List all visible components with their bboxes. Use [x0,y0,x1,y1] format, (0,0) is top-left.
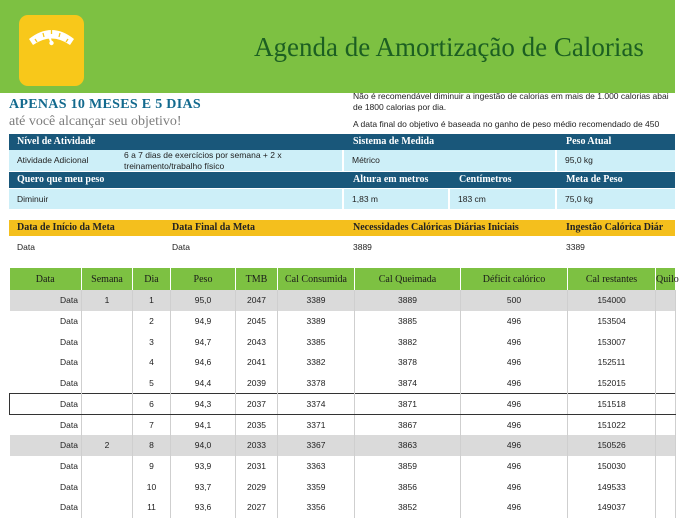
kilo-cell[interactable] [656,393,676,414]
day-cell[interactable]: 5 [133,373,171,394]
height-m-cell[interactable] [344,189,448,209]
date-cell[interactable]: Data [10,352,82,373]
table-row [10,476,676,497]
date-cell[interactable]: Data [10,311,82,332]
kilo-cell[interactable] [656,456,676,477]
col-burned-header: Cal Queimada [355,268,461,290]
day-cell[interactable]: 9 [133,456,171,477]
deficit-cell[interactable]: 496 [461,456,568,477]
remaining-cell[interactable]: 153504 [568,311,656,332]
table-row [10,352,676,373]
day-cell[interactable]: 2 [133,311,171,332]
deficit-cell[interactable]: 496 [461,393,568,414]
burned-cell[interactable]: 3863 [355,435,461,456]
date-cell[interactable]: Data [10,497,82,518]
remaining-cell[interactable]: 154000 [568,290,656,311]
scale-icon [19,15,84,86]
col-date-header: Data [10,268,82,290]
bmr-cell[interactable]: 2039 [236,373,278,394]
date-cell[interactable]: Data [10,290,82,311]
calorie-needs-value: 3889 [353,242,372,252]
remaining-cell[interactable]: 152511 [568,352,656,373]
kilo-cell[interactable] [656,352,676,373]
end-date-label: Data Final da Meta [172,222,256,233]
deficit-cell[interactable]: 496 [461,352,568,373]
deficit-cell[interactable]: 496 [461,373,568,394]
burned-cell[interactable]: 3867 [355,414,461,435]
consumed-cell[interactable]: 3389 [278,311,355,332]
col-remaining-header: Cal restantes [568,268,656,290]
week-cell[interactable] [82,331,133,352]
col-consumed-header: Cal Consumida [278,268,355,290]
week-cell[interactable] [82,352,133,373]
kilo-cell[interactable] [656,476,676,497]
weight-cell[interactable]: 94,4 [171,373,236,394]
table-row [10,435,676,456]
remaining-cell[interactable]: 151518 [568,393,656,414]
col-kilo-header: Quilo [656,268,676,290]
goal-subtitle-text: até você alcançar seu objetivo! [9,114,182,129]
kilo-cell[interactable] [656,435,676,456]
kilo-cell[interactable] [656,414,676,435]
date-cell[interactable]: Data [10,393,82,414]
date-cell[interactable]: Data [10,456,82,477]
bmr-cell[interactable]: 2041 [236,352,278,373]
week-cell[interactable] [82,456,133,477]
burned-cell[interactable]: 3874 [355,373,461,394]
remaining-cell[interactable]: 150526 [568,435,656,456]
week-cell[interactable]: 1 [82,290,133,311]
measure-system-label: Sistema de Medida [353,136,435,147]
deficit-cell[interactable]: 496 [461,435,568,456]
table-row [10,497,676,518]
current-weight-label: Peso Atual [566,136,612,147]
burned-cell[interactable]: 3859 [355,456,461,477]
table-row [10,290,676,311]
week-cell[interactable] [82,414,133,435]
note-line: de 1800 calorias por dia. [353,102,447,112]
week-cell[interactable] [82,373,133,394]
remaining-cell[interactable]: 150030 [568,456,656,477]
current-weight-cell[interactable] [557,150,675,171]
day-cell[interactable]: 1 [133,290,171,311]
weight-cell[interactable]: 94,6 [171,352,236,373]
day-cell[interactable]: 7 [133,414,171,435]
week-cell[interactable] [82,393,133,414]
height-cm-label: Centímetros [459,174,512,185]
bmr-cell[interactable]: 2037 [236,393,278,414]
kilo-cell[interactable] [656,311,676,332]
deficit-cell[interactable]: 496 [461,414,568,435]
page-title: Agenda de Amortização de Calorias [254,32,644,62]
profile-header-row-1 [9,134,675,150]
height-cm-cell[interactable] [450,189,555,209]
weight-cell[interactable]: 94,0 [171,435,236,456]
note-line: A data final do objetivo é baseada no ganho de peso médio recomendado de 450 [353,119,660,129]
bmr-cell[interactable]: 2031 [236,456,278,477]
table-row [10,456,676,477]
col-deficit-header: Déficit calórico [461,268,568,290]
start-date-value[interactable]: Data [17,242,35,252]
weight-cell[interactable]: 95,0 [171,290,236,311]
activity-level-value: Atividade Adicional [17,155,89,165]
consumed-cell[interactable]: 3374 [278,393,355,414]
consumed-cell[interactable]: 3359 [278,476,355,497]
remaining-cell[interactable]: 153007 [568,331,656,352]
consumed-cell[interactable]: 3389 [278,290,355,311]
current-weight-value: 95,0 kg [565,155,593,165]
week-cell[interactable] [82,311,133,332]
weight-cell[interactable]: 94,1 [171,414,236,435]
height-m-label: Altura em metros [353,174,429,185]
week-cell[interactable] [82,476,133,497]
consumed-cell[interactable]: 3371 [278,414,355,435]
deficit-cell[interactable]: 496 [461,331,568,352]
activity-level-label: Nível de Atividade [17,136,96,147]
week-cell[interactable] [82,497,133,518]
week-cell[interactable]: 2 [82,435,133,456]
consumed-cell[interactable]: 3363 [278,456,355,477]
goal-duration-text: APENAS 10 MESES E 5 DIAS [9,97,201,112]
day-cell[interactable]: 11 [133,497,171,518]
date-cell[interactable]: Data [10,414,82,435]
deficit-cell[interactable]: 500 [461,290,568,311]
consumed-cell[interactable]: 3356 [278,497,355,518]
calorie-intake-value: 3389 [566,242,585,252]
weight-cell[interactable]: 94,9 [171,311,236,332]
bmr-cell[interactable]: 2033 [236,435,278,456]
weight-cell[interactable]: 93,6 [171,497,236,518]
schedule-table [9,268,679,518]
goal-type-value: Diminuir [17,194,49,204]
note-line: Não é recomendável diminuir a ingestão de calorias em mais de 1.000 calorias abai [353,91,669,101]
kilo-cell[interactable] [656,497,676,518]
goal-type-label: Quero que meu peso [17,174,105,185]
calorie-needs-label: Necessidades Calóricas Diárias Iniciais [353,222,519,233]
weight-cell[interactable]: 94,3 [171,393,236,414]
schedule-body [10,290,676,518]
deficit-cell[interactable]: 496 [461,476,568,497]
burned-cell[interactable]: 3856 [355,476,461,497]
table-header-row [10,268,676,290]
burned-cell[interactable]: 3882 [355,331,461,352]
weight-cell[interactable]: 94,7 [171,331,236,352]
burned-cell[interactable]: 3852 [355,497,461,518]
logo-badge [19,15,84,86]
col-weight-header: Peso [171,268,236,290]
consumed-cell[interactable]: 3367 [278,435,355,456]
target-weight-label: Meta de Peso [566,174,623,185]
bmr-cell[interactable]: 2047 [236,290,278,311]
deficit-cell[interactable]: 496 [461,311,568,332]
day-cell[interactable]: 8 [133,435,171,456]
activity-description: 6 a 7 dias de exercícios por semana + 2 x treinamento/trabalho físico [124,150,282,171]
burned-cell[interactable]: 3885 [355,311,461,332]
target-weight-value: 75,0 kg [565,194,593,204]
height-cm-value: 183 cm [458,194,486,204]
kilo-cell[interactable] [656,290,676,311]
table-row [10,414,676,435]
table-row [10,373,676,394]
table-row [10,331,676,352]
kilo-cell[interactable] [656,331,676,352]
date-cell[interactable]: Data [10,331,82,352]
bmr-cell[interactable]: 2027 [236,497,278,518]
remaining-cell[interactable]: 149037 [568,497,656,518]
deficit-cell[interactable]: 496 [461,497,568,518]
col-week-header: Semana [82,268,133,290]
col-day-header: Dia [133,268,171,290]
table-row [10,393,676,414]
day-cell[interactable]: 6 [133,393,171,414]
consumed-cell[interactable]: 3382 [278,352,355,373]
end-date-value: Data [172,242,190,252]
consumed-cell[interactable]: 3378 [278,373,355,394]
day-cell[interactable]: 4 [133,352,171,373]
date-cell[interactable]: Data [10,476,82,497]
kilo-cell[interactable] [656,373,676,394]
date-cell[interactable]: Data [10,373,82,394]
calorie-intake-label: Ingestão Calórica Diár [566,222,664,233]
col-bmr-header: TMB [236,268,278,290]
profile-header-row-2 [9,172,675,188]
remaining-cell[interactable]: 152015 [568,373,656,394]
burned-cell[interactable]: 3878 [355,352,461,373]
consumed-cell[interactable]: 3385 [278,331,355,352]
measure-system-value: Métrico [352,155,380,165]
day-cell[interactable]: 3 [133,331,171,352]
bmr-cell[interactable]: 2035 [236,414,278,435]
burned-cell[interactable]: 3889 [355,290,461,311]
bmr-cell[interactable]: 2029 [236,476,278,497]
goal-type-cell[interactable] [9,189,342,209]
activity-level-cell[interactable] [9,150,342,171]
target-weight-cell[interactable] [557,189,675,209]
table-row [10,311,676,332]
remaining-cell[interactable]: 151022 [568,414,656,435]
remaining-cell[interactable]: 149533 [568,476,656,497]
burned-cell[interactable]: 3871 [355,393,461,414]
start-date-label: Data de Início da Meta [17,222,115,233]
day-cell[interactable]: 10 [133,476,171,497]
weight-cell[interactable]: 93,7 [171,476,236,497]
height-m-value: 1,83 m [352,194,378,204]
bmr-cell[interactable]: 2043 [236,331,278,352]
notes-panel [353,91,675,130]
dates-header-row [9,220,675,236]
bmr-cell[interactable]: 2045 [236,311,278,332]
weight-cell[interactable]: 93,9 [171,456,236,477]
measure-system-cell[interactable] [344,150,555,171]
date-cell[interactable]: Data [10,435,82,456]
